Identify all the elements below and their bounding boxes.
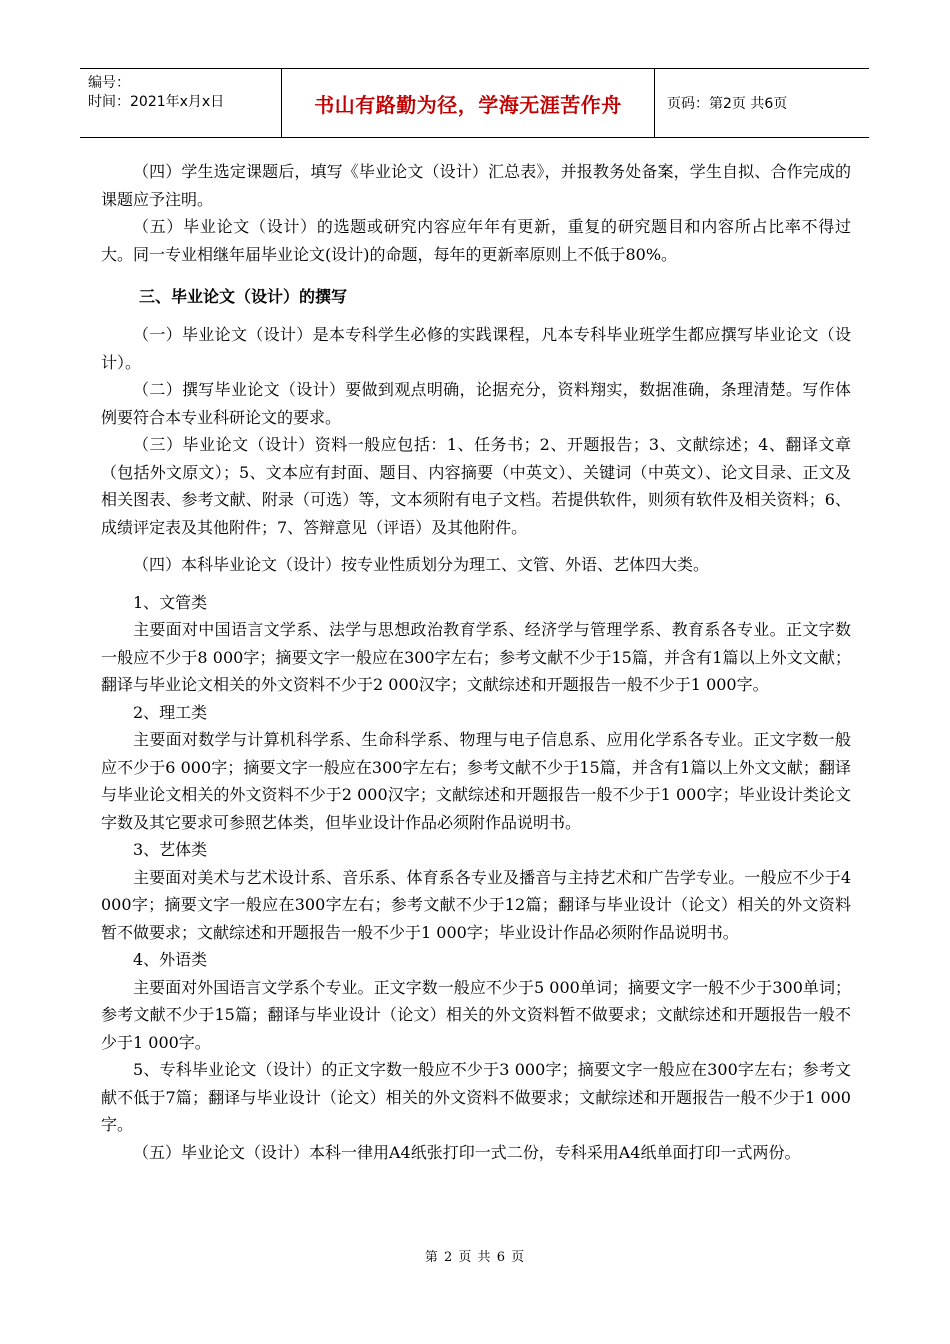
section-heading: 三、毕业论文（设计）的撰写 (139, 287, 348, 306)
page-header (80, 68, 869, 138)
header-id-label: 编号： (88, 75, 130, 91)
document-body (101, 158, 851, 1166)
paragraph: 主要面对美术与艺术设计系、音乐系、体育系各专业及播音与主持艺术和广告学专业。一般应不少于4 000字；摘要文字一般应在300字左右；参考文献不少于12篇；翻译与毕业设计（论文）相关的外文资料暂不做要求；文献综述和开题报告一般不少于1 000字；毕业设计作品必须附作品说明书。 (101, 867, 851, 942)
paragraph: （四）本科毕业论文（设计）按专业性质划分为理工、文管、外语、艺体四大类。 (133, 555, 710, 574)
paragraph: （四）学生选定课题后，填写《毕业论文（设计）汇总表》，并报教务处备案，学生自拟、合作完成的课题应予注明。 (101, 162, 851, 209)
category-title: 4、外语类 (133, 950, 208, 969)
paragraph: （一）毕业论文（设计）是本专科学生必修的实践课程，凡本专科毕业班学生都应撰写毕业论文（设计）。 (101, 325, 851, 372)
header-date-label: 时间：2021年x月x日 (88, 94, 225, 110)
paragraph: （五）毕业论文（设计）本科一律用A4纸张打印一式二份，专科采用A4纸单面打印一式两份。 (133, 1142, 801, 1162)
category-title: 1、文管类 (133, 592, 208, 612)
page-footer: 第 2 页 共 6 页 (424, 1250, 526, 1265)
header-meta-cell (80, 69, 282, 137)
paragraph: 主要面对数学与计算机科学系、生命科学系、物理与电子信息系、应用化学系各专业。正文字数一般应不少于6 000字；摘要文字一般应在300字左右；参考文献不少于15篇，并含有1篇以上外文文献；翻译与毕业论文相关的外文资料不少于2 000汉字；文献综述和开题报告一般不少于1 000字；毕业设计类论文字数及其它要求可参照艺体类，但毕业设计作品必须附作品说明书。 (101, 730, 851, 832)
paragraph: 主要面对外国语言文学系个专业。正文字数一般应不少于5 000单词；摘要文字一般不少于300单词；参考文献不少于15篇；翻译与毕业设计（论文）相关的外文资料暂不做要求；文献综述和开题报告一般不少于1 000字。 (101, 977, 851, 1052)
paragraph: （五）毕业论文（设计）的选题或研究内容应年年有更新，重复的研究题目和内容所占比率不得过大。同一专业相继年届毕业论文(设计)的命题，每年的更新率原则上不低于80%。 (101, 217, 851, 264)
category-title: 2、理工类 (133, 702, 208, 722)
paragraph: （二）撰写毕业论文（设计）要做到观点明确，论据充分，资料翔实，数据准确，条理清楚。写作体例要符合本专业科研论文的要求。 (101, 380, 851, 427)
header-page-label: 页码：第2页 共6页 (667, 96, 788, 112)
header-motto: 书山有路勤为径，学海无涯苦作舟 (282, 69, 655, 137)
category-title: 3、艺体类 (133, 840, 208, 859)
paragraph: （三）毕业论文（设计）资料一般应包括：1、任务书；2、开题报告；3、文献综述；4、翻译文章（包括外文原文）；5、文本应有封面、题目、内容摘要（中英文）、关键词（中英文）、论文目录、正文及相关图表、参考文献、附录（可选）等，文本须附有电子文档。若提供软件，则须有软件及相关资料；6、成绩评定表及其他附件；7、答辩意见（评语）及其他附件。 (101, 435, 851, 537)
paragraph: 主要面对中国语言文学系、法学与思想政治教育学系、经济学与管理学系、教育系各专业。正文字数一般应不少于8 000字；摘要文字一般应在300字左右；参考文献不少于15篇，并含有1篇以上外文文献；翻译与毕业论文相关的外文资料不少于2 000汉字；文献综述和开题报告一般不少于1 000字。 (101, 620, 851, 694)
paragraph: 5、专科毕业论文（设计）的正文字数一般应不少于3 000字；摘要文字一般应在300字左右；参考文献不低于7篇；翻译与毕业设计（论文）相关的外文资料不做要求；文献综述和开题报告一般不少于1 000字。 (101, 1060, 851, 1134)
